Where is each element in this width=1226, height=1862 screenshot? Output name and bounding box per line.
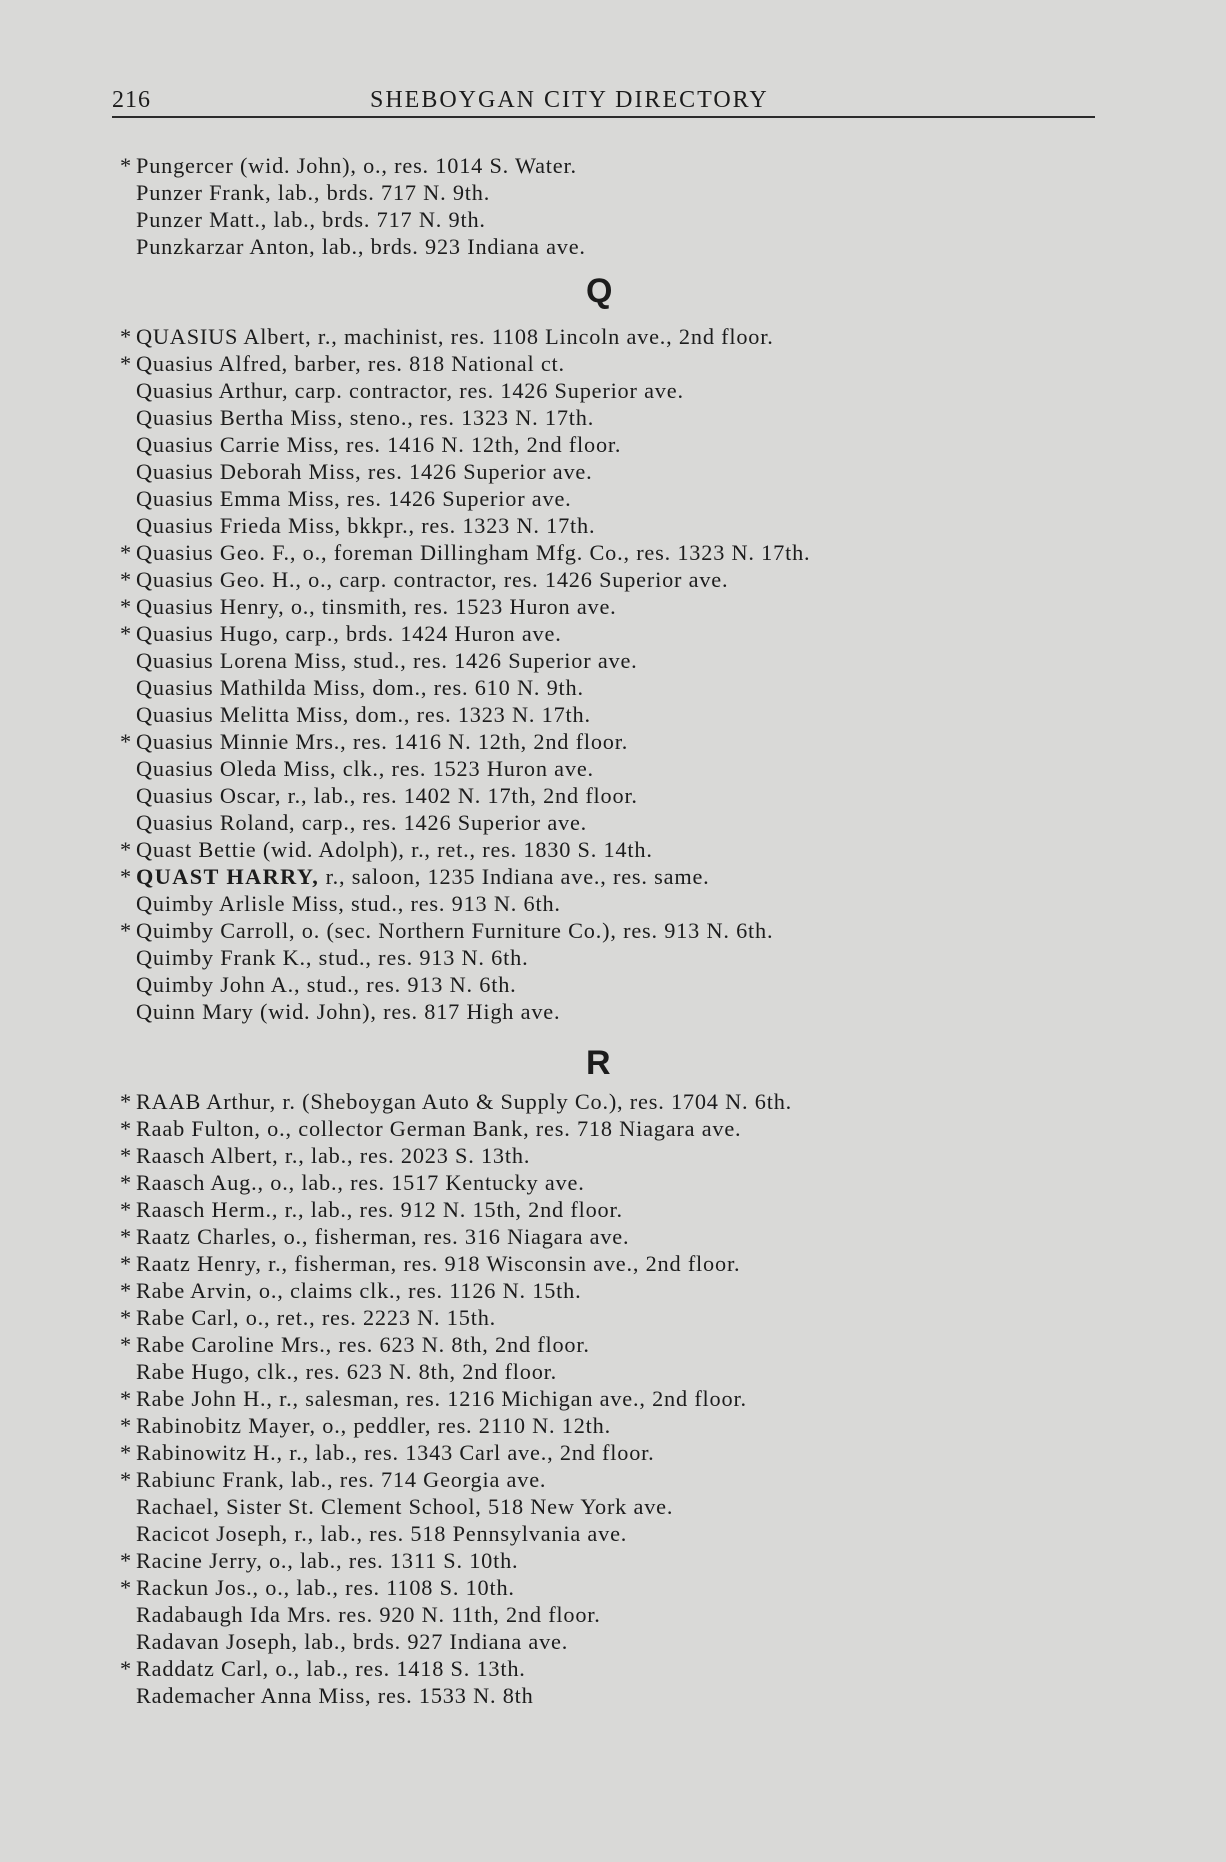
directory-entry (120, 1628, 1120, 1655)
entry-text: QUASIUS Albert, r., machinist, res. 1108 Lincoln ave., 2nd floor. (136, 324, 774, 349)
directory-entry (120, 1493, 1120, 1520)
voter-star-marker: * (120, 1656, 132, 1681)
voter-star-marker: * (120, 1089, 132, 1114)
directory-entry (120, 1520, 1120, 1547)
directory-entry (120, 1385, 1120, 1412)
voter-star-marker: * (120, 1440, 132, 1465)
directory-entry (120, 1601, 1120, 1628)
directory-entry (120, 512, 1120, 539)
entry-text: Quimby John A., stud., res. 913 N. 6th. (136, 972, 517, 997)
directory-entry (120, 1250, 1120, 1277)
entry-text: Rackun Jos., o., lab., res. 1108 S. 10th. (136, 1575, 515, 1600)
voter-star-marker: * (120, 1197, 132, 1222)
entry-text: Pungercer (wid. John), o., res. 1014 S. Water. (136, 153, 577, 178)
directory-entry (120, 1574, 1120, 1601)
page-number: 216 (112, 87, 151, 113)
section-letter: Q (586, 272, 613, 310)
directory-entry (120, 233, 1120, 260)
directory-entry (120, 809, 1120, 836)
directory-entry (120, 1655, 1120, 1682)
header-rule (112, 116, 1095, 118)
entry-text: Rademacher Anna Miss, res. 1533 N. 8th (136, 1683, 534, 1708)
directory-entry (120, 728, 1120, 755)
entry-text: Rabiunc Frank, lab., res. 714 Georgia ave. (136, 1467, 547, 1492)
directory-entry (120, 1547, 1120, 1574)
directory-entry (120, 1412, 1120, 1439)
directory-entry (120, 485, 1120, 512)
voter-star-marker: * (120, 1413, 132, 1438)
entry-text: Quasius Oleda Miss, clk., res. 1523 Huron ave. (136, 756, 594, 781)
entry-text: Rabinobitz Mayer, o., peddler, res. 2110 N. 12th. (136, 1413, 612, 1438)
directory-entry (120, 890, 1120, 917)
voter-star-marker: * (120, 1170, 132, 1195)
voter-star-marker: * (120, 621, 132, 646)
entry-text: Punzer Matt., lab., brds. 717 N. 9th. (136, 207, 486, 232)
entry-text: Quasius Alfred, barber, res. 818 National ct. (136, 351, 565, 376)
directory-entry (120, 755, 1120, 782)
entry-text: Quasius Geo. H., o., carp. contractor, res. 1426 Superior ave. (136, 567, 729, 592)
directory-entry (120, 836, 1120, 863)
entry-bold-name: QUAST HARRY, (136, 864, 320, 889)
directory-entry (120, 1304, 1120, 1331)
entry-text: r., saloon, 1235 Indiana ave., res. same. (319, 864, 710, 889)
entry-text: RAAB Arthur, r. (Sheboygan Auto & Supply Co.), res. 1704 N. 6th. (136, 1089, 793, 1114)
section-letter: R (586, 1044, 611, 1082)
page-title: SHEBOYGAN CITY DIRECTORY (370, 87, 769, 113)
entry-text: Raasch Aug., o., lab., res. 1517 Kentucky ave. (136, 1170, 585, 1195)
directory-entry (120, 647, 1120, 674)
directory-entry (120, 782, 1120, 809)
voter-star-marker: * (120, 1251, 132, 1276)
entry-text: Quasius Mathilda Miss, dom., res. 610 N. 9th. (136, 675, 584, 700)
directory-entry (120, 944, 1120, 971)
directory-entry (120, 404, 1120, 431)
directory-entry (120, 539, 1120, 566)
voter-star-marker: * (120, 1278, 132, 1303)
voter-star-marker: * (120, 153, 132, 178)
directory-entry (120, 701, 1120, 728)
directory-entry (120, 1682, 1120, 1709)
directory-entry (120, 1466, 1120, 1493)
entry-text: Quast Bettie (wid. Adolph), r., ret., res. 1830 S. 14th. (136, 837, 653, 862)
directory-entry (120, 1277, 1120, 1304)
entry-text: Rabe Arvin, o., claims clk., res. 1126 N. 15th. (136, 1278, 582, 1303)
page-header (112, 84, 1095, 118)
directory-entry (120, 1331, 1120, 1358)
directory-entry (120, 971, 1120, 998)
directory-entry (120, 1439, 1120, 1466)
entry-text: Rabe Carl, o., ret., res. 2223 N. 15th. (136, 1305, 497, 1330)
entry-text: Quasius Oscar, r., lab., res. 1402 N. 17th, 2nd floor. (136, 783, 638, 808)
directory-entry (120, 998, 1120, 1025)
entry-text: Raatz Charles, o., fisherman, res. 316 Niagara ave. (136, 1224, 630, 1249)
voter-star-marker: * (120, 1143, 132, 1168)
directory-entry (120, 152, 1120, 179)
entry-text: Racicot Joseph, r., lab., res. 518 Pennsylvania ave. (136, 1521, 628, 1546)
directory-entry (120, 1358, 1120, 1385)
directory-entry (120, 593, 1120, 620)
voter-star-marker: * (120, 864, 132, 889)
voter-star-marker: * (120, 594, 132, 619)
entry-text: Raddatz Carl, o., lab., res. 1418 S. 13th. (136, 1656, 526, 1681)
entry-text: Raatz Henry, r., fisherman, res. 918 Wisconsin ave., 2nd floor. (136, 1251, 741, 1276)
directory-entry (120, 1088, 1120, 1115)
directory-entry (120, 1142, 1120, 1169)
voter-star-marker: * (120, 1332, 132, 1357)
voter-star-marker: * (120, 1224, 132, 1249)
directory-entry (120, 1223, 1120, 1250)
directory-entry (120, 350, 1120, 377)
voter-star-marker: * (120, 1386, 132, 1411)
directory-entry (120, 1169, 1120, 1196)
voter-star-marker: * (120, 567, 132, 592)
entry-text: Quinn Mary (wid. John), res. 817 High ave. (136, 999, 561, 1024)
entry-text: Quasius Roland, carp., res. 1426 Superior ave. (136, 810, 588, 835)
directory-entry (120, 1115, 1120, 1142)
entry-text: Quasius Emma Miss, res. 1426 Superior ave. (136, 486, 572, 511)
entry-text: Raasch Albert, r., lab., res. 2023 S. 13th. (136, 1143, 531, 1168)
entry-text: Rabe Hugo, clk., res. 623 N. 8th, 2nd floor. (136, 1359, 558, 1384)
entry-text: Quasius Geo. F., o., foreman Dillingham Mfg. Co., res. 1323 N. 17th. (136, 540, 811, 565)
entry-text: Quasius Carrie Miss, res. 1416 N. 12th, 2nd floor. (136, 432, 622, 457)
voter-star-marker: * (120, 1467, 132, 1492)
directory-entry (120, 863, 1120, 890)
voter-star-marker: * (120, 1305, 132, 1330)
entry-text: Quasius Hugo, carp., brds. 1424 Huron ave. (136, 621, 562, 646)
entry-text: Raab Fulton, o., collector German Bank, res. 718 Niagara ave. (136, 1116, 742, 1141)
voter-star-marker: * (120, 918, 132, 943)
voter-star-marker: * (120, 1116, 132, 1141)
voter-star-marker: * (120, 540, 132, 565)
voter-star-marker: * (120, 729, 132, 754)
voter-star-marker: * (120, 1575, 132, 1600)
entry-text: Quasius Bertha Miss, steno., res. 1323 N. 17th. (136, 405, 595, 430)
entry-text: Punzer Frank, lab., brds. 717 N. 9th. (136, 180, 491, 205)
entry-text: Radabaugh Ida Mrs. res. 920 N. 11th, 2nd floor. (136, 1602, 601, 1627)
entry-text: Quasius Frieda Miss, bkkpr., res. 1323 N. 17th. (136, 513, 596, 538)
entry-text: Rabe John H., r., salesman, res. 1216 Michigan ave., 2nd floor. (136, 1386, 747, 1411)
directory-entry (120, 917, 1120, 944)
directory-entry (120, 1196, 1120, 1223)
entry-text: Quasius Melitta Miss, dom., res. 1323 N. 17th. (136, 702, 591, 727)
directory-entry (120, 377, 1120, 404)
entry-text: Quasius Deborah Miss, res. 1426 Superior ave. (136, 459, 593, 484)
entry-text: Rabinowitz H., r., lab., res. 1343 Carl ave., 2nd floor. (136, 1440, 655, 1465)
entry-text: Radavan Joseph, lab., brds. 927 Indiana ave. (136, 1629, 569, 1654)
directory-entry (120, 674, 1120, 701)
directory-entry (120, 323, 1120, 350)
directory-entry (120, 566, 1120, 593)
entry-text: Rachael, Sister St. Clement School, 518 New York ave. (136, 1494, 674, 1519)
entry-text: Quasius Minnie Mrs., res. 1416 N. 12th, 2nd floor. (136, 729, 629, 754)
entry-text: Raasch Herm., r., lab., res. 912 N. 15th, 2nd floor. (136, 1197, 623, 1222)
entry-text: Punzkarzar Anton, lab., brds. 923 Indiana ave. (136, 234, 586, 259)
directory-entry (120, 458, 1120, 485)
voter-star-marker: * (120, 324, 132, 349)
entry-text: Quasius Henry, o., tinsmith, res. 1523 Huron ave. (136, 594, 617, 619)
entry-text: Quimby Frank K., stud., res. 913 N. 6th. (136, 945, 529, 970)
directory-entry (120, 431, 1120, 458)
voter-star-marker: * (120, 1548, 132, 1573)
voter-star-marker: * (120, 837, 132, 862)
voter-star-marker: * (120, 351, 132, 376)
directory-entry (120, 206, 1120, 233)
directory-entry (120, 620, 1120, 647)
directory-entries (120, 152, 1120, 1709)
entry-text: Rabe Caroline Mrs., res. 623 N. 8th, 2nd floor. (136, 1332, 590, 1357)
entry-text: Quimby Arlisle Miss, stud., res. 913 N. 6th. (136, 891, 561, 916)
entry-text: Quasius Lorena Miss, stud., res. 1426 Superior ave. (136, 648, 638, 673)
directory-entry (120, 179, 1120, 206)
entry-text: Racine Jerry, o., lab., res. 1311 S. 10th. (136, 1548, 519, 1573)
entry-text: Quimby Carroll, o. (sec. Northern Furniture Co.), res. 913 N. 6th. (136, 918, 774, 943)
entry-text: Quasius Arthur, carp. contractor, res. 1426 Superior ave. (136, 378, 684, 403)
